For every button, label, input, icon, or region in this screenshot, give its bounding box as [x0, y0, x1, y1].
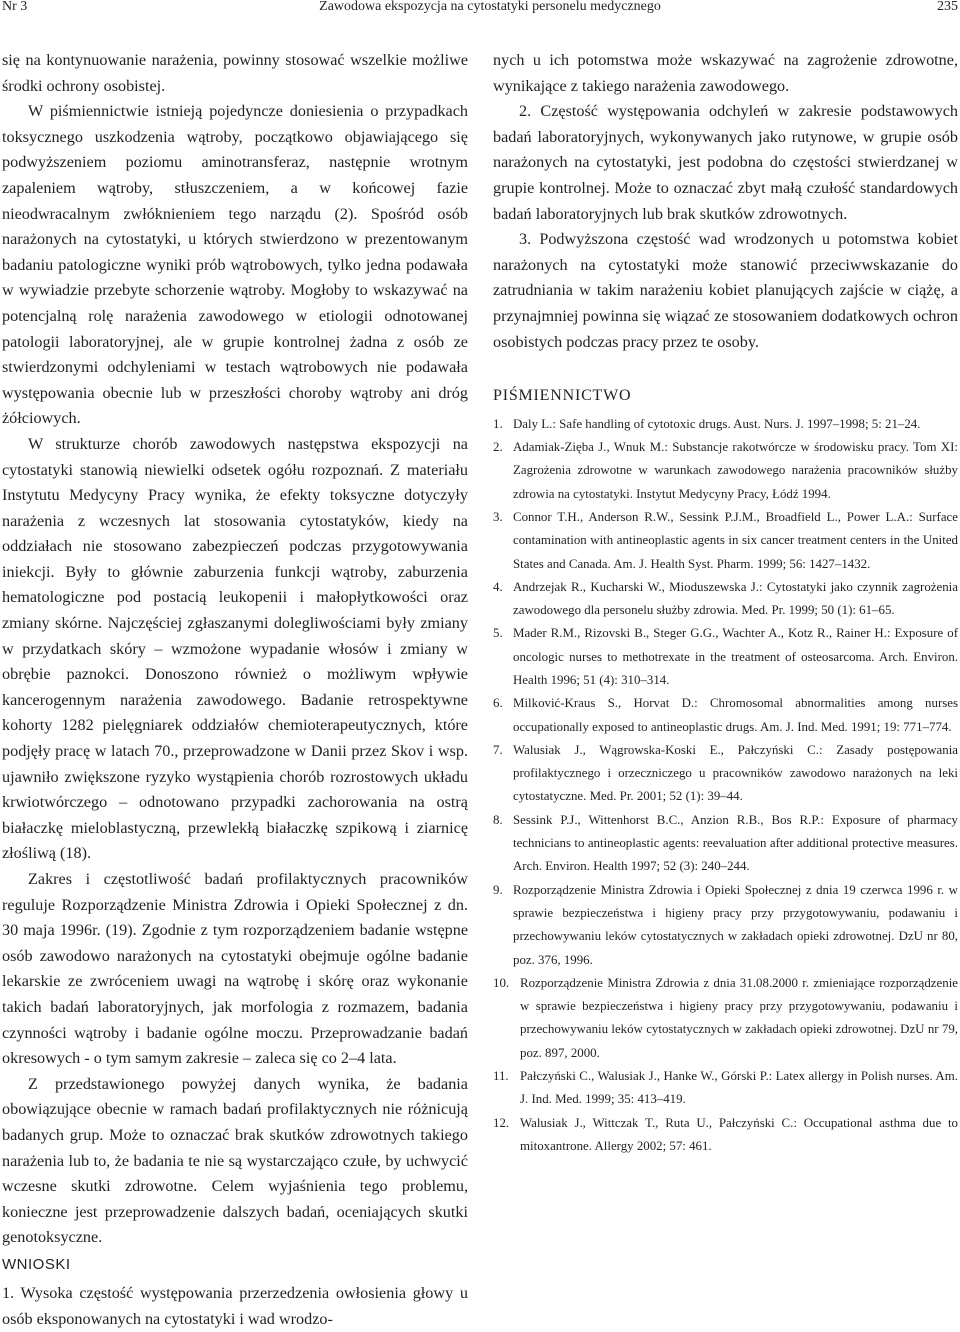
conclusion-item: nych u ich potomstwa może wskazywać na zagrożenie zdrowotne, wynikające z takiego narażenia zawodowego. — [493, 51, 958, 95]
reference-item — [493, 692, 958, 739]
reference-text: Daly L.: Safe handling of cytotoxic drugs. Aust. Nurs. J. 1997–1998; 5: 21–24. — [513, 416, 921, 431]
reference-number: 11. — [493, 1069, 509, 1084]
reference-number: 1. — [493, 416, 503, 431]
paragraph: W strukturze chorób zawodowych następstwa ekspozycji na cytostatyki stanowią niewielki odsetek ogółu rozpoznań. Z materiału Instytutu Medycyny Pracy wynika, że efekty toksyczne dotyczyły narażenia z wczesnych lat stosowania cytostatyków, kiedy na oddziałach nie stosowano zabezpieczeń podczas przygotowywania iniekcji. Były to głównie zaburzenia funkcji wątroby, zaburzenia hematologiczne pod postacią leukopenii i małopłytkowości oraz zmiany skórne. Najczęściej zgłaszanymi dolegliwościami były zmiany w przydatkach skóry – wzmożone wypadanie włosów i zmiany w obrębie paznokci. Donoszono również o możliwym wpływie kancerogennym narażenia zawodowego. Badanie retrospektywne kohorty 1282 pielęgniarek oddziałów chemioterapeutycznych, które podjęły pracę w latach 70., przeprowadzone w Danii przez Skov i wsp. ujawniło zwiększone ryzyko wystąpienia chorób rozrostowych układu krwiotwórczego – odnotowano przypadki zachorowania na ostrą białaczkę mieloblastyczną, przewlekłą białaczkę szpikową i ziarnicę złośliwą (18). — [2, 434, 468, 863]
conclusion-item: 3. Podwyższona częstość wad wrodzonych u potomstwa kobiet narażonych na cytostatyki może stanowić przeciwwskazanie do zatrudniania w takim narażeniu kobiet planujących zajście w ciążę, a przynajmniej powinna się wiązać ze stosowaniem dodatkowych ochron osobistych podczas pracy przez te osoby. — [493, 230, 958, 351]
reference-number: 5. — [493, 626, 503, 641]
reference-number: 4. — [493, 579, 503, 594]
reference-number: 8. — [493, 812, 503, 827]
page-header — [0, 0, 960, 14]
reference-text: Sessink P.J., Wittenhorst B.C., Anzion R.B., Bos R.P.: Exposure of pharmacy technicians to antineoplastic agents: reevaluation after additional protective measures. Arch. Environ. Health 1997; 52 (3): 240–244. — [513, 812, 958, 874]
reference-text: Rozporządzenie Ministra Zdrowia z dnia 31.08.2000 r. zmieniające rozporządzenie w sprawie bezpieczeństwa i higieny pracy przy przygotowywaniu, podawaniu i przechowywaniu leków cytostatycznych w zakładach opieki zdrowotnej. DzU nr 79, poz. 897, 2000. — [520, 975, 958, 1060]
conclusion-item: 2. Częstość występowania odchyleń w zakresie podstawowych badań laboratoryjnych, wykonywanych jako rutynowe, w grupie osób narażonych na cytostatyki, jest podobna do częstości stwierdzanej w grupie kontrolnej. Może to oznaczać zbyt małą czułość standardowych badań laboratoryjnych lub brak skutków zdrowotnych. — [493, 102, 958, 223]
reference-text: Walusiak J., Wągrowska-Koski E., Pałczyński C.: Zasady postępowania profilaktycznego i orzeczniczego u pracowników zawodowo narażonych na leki cytostatyczne. Med. Pr. 2001; 52 (1): 39–44. — [513, 742, 958, 804]
conclusions-heading: WNIOSKI — [2, 1256, 71, 1273]
paragraph: W piśmiennictwie istnieją pojedyncze doniesienia o przypadkach toksycznego uszkodzenia wątroby, początkowo objawiającego się podwyższeniem poziomu aminotransferaz, następnie wrotnym zapaleniem wątroby, stłuszczeniem, a w końcowej fazie nieodwracalnym zwłóknieniem tego narządu (2). Spośród osób narażonych na cytostatyki, u których stwierdzono w prezentowanym badaniu patologiczne wyniki prób wątrobowych, tylko jedna podawała w wywiadzie przebyte schorzenie wątroby. Mogłoby to wskazywać na potencjalną rolę narażenia zawodowego w etiologii odnotowanej patologii laboratoryjnej, ale w grupie kontrolnej żadna z osób ze stwierdzonymi odchyleniami w testach wątrobowych nie podawała występowania obecnie lub w przeszłości choroby wątroby ani dróg żółciowych. — [2, 102, 468, 428]
reference-text: Pałczyński C., Walusiak J., Hanke W., Górski P.: Latex allergy in Polish nurses. Am. J. Ind. Med. 1999; 35: 413–419. — [520, 1069, 958, 1107]
reference-number: 2. — [493, 440, 503, 455]
reference-number: 9. — [493, 882, 503, 897]
reference-item — [493, 413, 958, 436]
issue-number: Nr 3 — [2, 0, 28, 14]
reference-text: Andrzejak R., Kucharski W., Mioduszewska J.: Cytostatyki jako czynnik zagrożenia zawodowego dla personelu służby zdrowia. Med. Pr. 1999; 50 (1): 61–65. — [513, 579, 958, 618]
paragraph: Z przedstawionego powyżej danych wynika, że badania obowiązujące obecnie w ramach badań profilaktycznych nie różnicują badanych grup. Może to oznaczać brak skutków zdrowotnych takiego narażenia lub to, że badania te nie są wystarczająco czułe, by uchwycić wczesne skutki zdrowotne. Celem wyjaśnienia tego problemu, konieczne jest przeprowadzenie dalszych badań, oceniających skutki genotoksyczne. — [2, 1074, 468, 1247]
reference-number: 6. — [493, 696, 503, 711]
running-title: Zawodowa ekspozycja na cytostatyki personelu medycznego — [319, 0, 661, 14]
reference-text: Connor T.H., Anderson R.W., Sessink P.J.M., Broadfield L., Power L.A.: Surface contamination with antineoplastic agents in six cancer treatment centers in the United States and Canada. Am. J. Health Syst. Pharm. 1999; 56: 1427–1432. — [513, 509, 958, 571]
reference-item — [493, 809, 958, 879]
reference-item — [493, 739, 958, 809]
conclusion-item: 1. Wysoka częstość występowania przerzedzenia owłosienia głowy u osób eksponowanych na cytostatyki i wad wrodzo- — [2, 1284, 468, 1328]
paragraph: Zakres i częstotliwość badań profilaktycznych pracowników reguluje Rozporządzenie Ministra Zdrowia i Opieki Społecznej z dn. 30 maja 1996r. (19). Zgodnie z tym rozporządzeniem badanie wstępne osób zawodowo narażonych na cytostatyki obejmuje ogólne badanie lekarskie ze zwróceniem uwagi na wątrobę i skórę oraz wykonanie takich badań laboratoryjnych, jak morfologia z rozmazem, badania czynności wątroby i badanie ogólne moczu. Przeprowadzanie badań okresowych - o tym samym zakresie – zaleca się co 2–4 lata. — [2, 870, 468, 1068]
reference-item — [493, 576, 958, 623]
references-heading: PIŚMIENNICTWO — [493, 387, 632, 405]
reference-number: 12. — [493, 1115, 510, 1130]
right-column — [493, 48, 958, 1158]
reference-number: 10. — [493, 975, 510, 990]
paragraph: się na kontynuowanie narażenia, powinny stosować wszelkie możliwe środki ochrony osobistej. — [2, 51, 468, 95]
conclusions — [2, 1281, 468, 1332]
reference-item — [493, 506, 958, 576]
page-number: 235 — [937, 0, 958, 14]
left-column — [2, 48, 468, 1251]
references-list — [493, 413, 958, 1159]
reference-text: Adamiak-Ziębа J., Wnuk M.: Substancje rakotwórcze w środowisku pracy. Tom XI: Zagrożenia zdrowotne w warunkach zawodowego narażenia pracowników służby zdrowia na cytostatyki. Instytut Medycyny Pracy, Łódź 1994. — [513, 440, 958, 501]
reference-text: Walusiak J., Wittczak T., Ruta U., Pałczyński C.: Occupational asthma due to mitoxantrone. Allergy 2002; 57: 461. — [520, 1115, 958, 1153]
reference-number: 3. — [493, 509, 503, 524]
reference-item — [493, 972, 958, 1065]
reference-text: Milković-Kraus S., Horvat D.: Chromosomal abnormalities among nurses occupationally exposed to antineoplastic drugs. Am. J. Ind. Med. 1991; 19: 771–774. — [513, 696, 958, 734]
reference-text: Rozporządzenie Ministra Zdrowia i Opieki Społecznej z dnia 19 czerwca 1996 r. w sprawie bezpieczeństwa i higieny pracy przy przygotowywaniu, podawaniu i przechowywaniu leków cytostatycznych w zakładach opieki zdrowotnej. DzU nr 80, poz. 376, 1996. — [513, 882, 958, 967]
reference-item — [493, 879, 958, 972]
reference-item — [493, 1112, 958, 1159]
reference-number: 7. — [493, 742, 503, 757]
reference-item — [493, 622, 958, 692]
reference-text: Mader R.M., Rizovski B., Steger G.G., Wachter A., Kotz R., Rainer H.: Exposure of oncologic nurses to methotrexate in the treatment of osteosarcoma. Arch. Environ. Health 1996; 51 (4): 310–314. — [513, 626, 958, 687]
reference-item — [493, 436, 958, 506]
reference-item — [493, 1065, 958, 1112]
